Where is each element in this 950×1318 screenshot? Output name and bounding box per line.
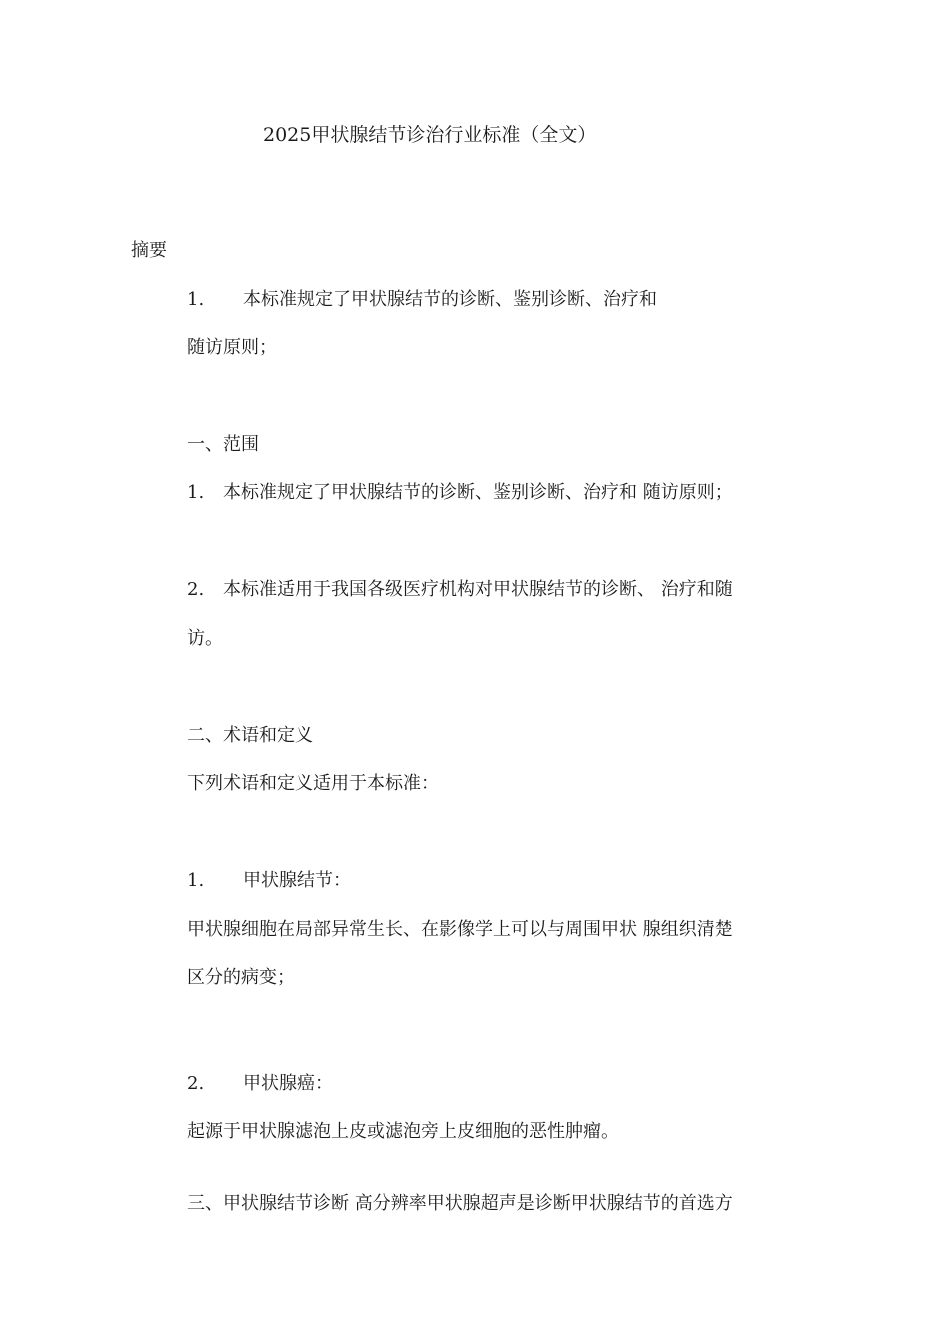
list-number: 2. — [187, 579, 205, 600]
term-2-definition: 起源于甲状腺滤泡上皮或滤泡旁上皮细胞的恶性肿瘤。 — [187, 1121, 619, 1142]
abstract-item-1-text: 本标准规定了甲状腺结节的诊断、鉴别诊断、治疗和 — [243, 289, 657, 310]
section-1-heading: 一、范围 — [187, 434, 259, 455]
abstract-heading: 摘要 — [131, 240, 167, 261]
list-number: 1. — [187, 289, 205, 310]
section-2-intro: 下列术语和定义适用于本标准： — [187, 773, 439, 794]
abstract-item-1-continuation: 随访原则； — [187, 337, 277, 358]
list-number: 1. — [187, 482, 205, 503]
list-number: 1. — [187, 870, 205, 891]
term-1-definition-line-2: 区分的病变； — [187, 967, 295, 988]
term-2-label: 甲状腺癌： — [243, 1073, 333, 1094]
section-2-heading: 二、术语和定义 — [187, 725, 313, 746]
section-1-item-2-continuation: 访。 — [187, 628, 223, 649]
section-3-heading-line: 三、甲状腺结节诊断 高分辨率甲状腺超声是诊断甲状腺结节的首选方 — [187, 1193, 733, 1214]
term-2 — [187, 1073, 333, 1095]
list-number: 2. — [187, 1073, 205, 1094]
term-1 — [187, 870, 351, 892]
section-1-item-1 — [187, 482, 733, 504]
term-1-definition-line-1: 甲状腺细胞在局部异常生长、在影像学上可以与周围甲状 腺组织清楚 — [187, 919, 733, 940]
document-title: 2025甲状腺结节诊治行业标准（全文） — [263, 124, 597, 146]
term-1-label: 甲状腺结节： — [243, 870, 351, 891]
section-1-item-1-text: 本标准规定了甲状腺结节的诊断、鉴别诊断、治疗和 随访原则； — [223, 482, 733, 503]
section-1-item-2-text: 本标准适用于我国各级医疗机构对甲状腺结节的诊断、 治疗和随 — [223, 579, 733, 600]
section-1-item-2 — [187, 579, 733, 601]
abstract-item-1 — [187, 289, 657, 311]
